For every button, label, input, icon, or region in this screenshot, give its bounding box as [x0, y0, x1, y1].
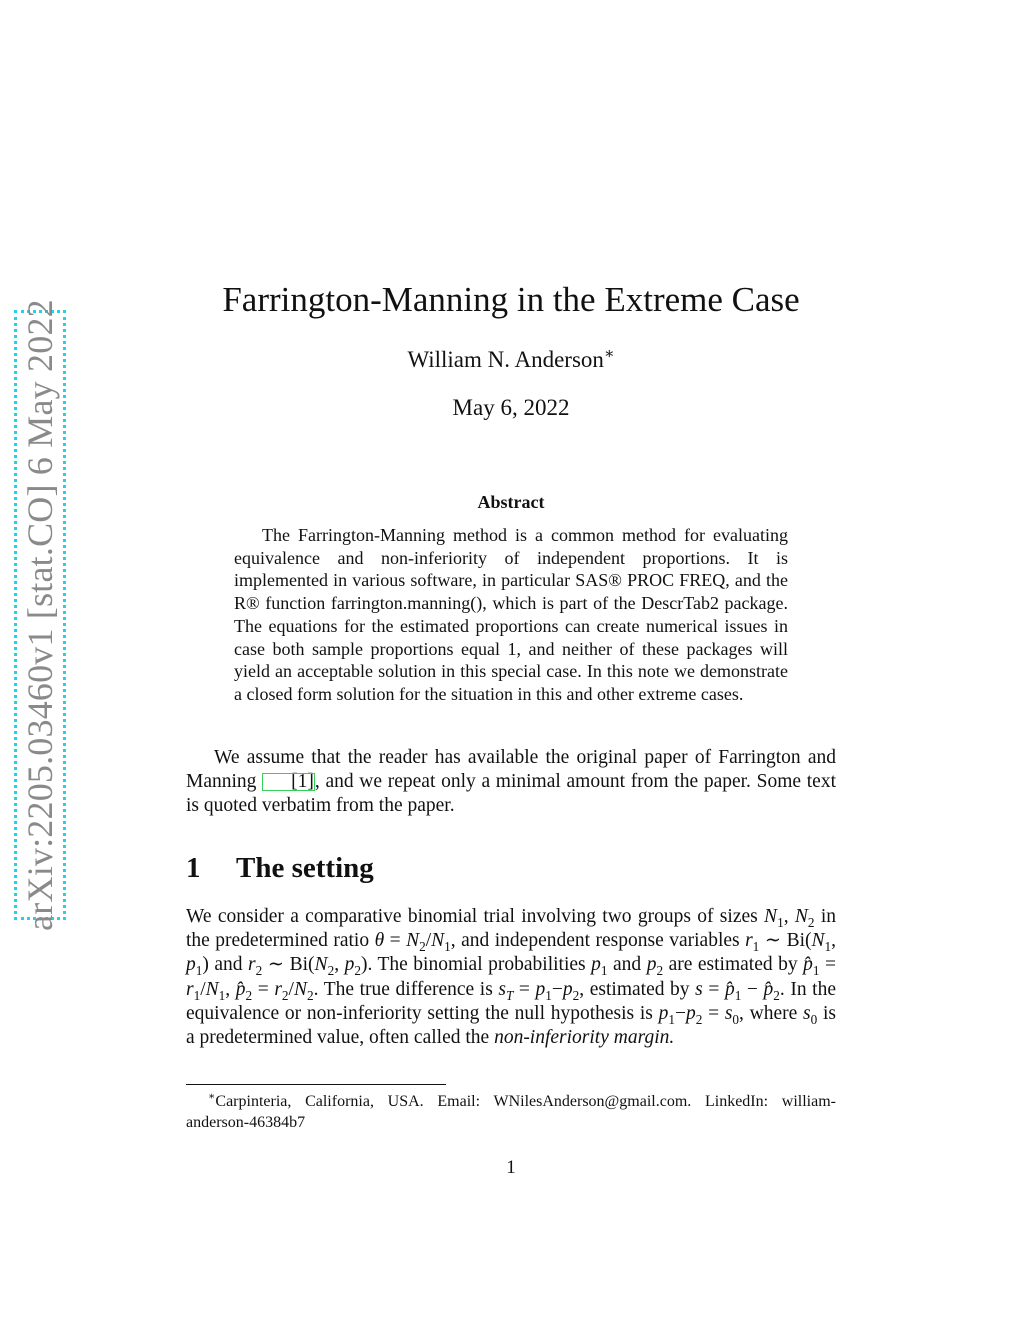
author-footnote-mark[interactable]: ∗: [603, 345, 615, 363]
paper-date: May 6, 2022: [452, 395, 570, 420]
setting-paragraph: We consider a comparative binomial trial involving two groups of sizes $N_1$, $N_2$ in the predetermined ratio $\theta = N_2/N_1$, and independent response variables $r_1$ ∼ $Bi(N_1$, $p_1$) and $r_2$ ∼ $Bi(N_2$, $p_2$). The binomial probabilities $p_1$ and $p_2$ are estimated by $p̂_1 = r_1/N_1$, $p̂_2 = r_2/N_2$. The true difference is $s_T = p_1-p_2$, estimated by $s = p̂_1$ − $p̂_2$. In the equivalence or non-inferiority setting the null hypothesis is $p_1-p_2 = s_0$, where $s_0$ is a predetermined value, often called the non-inferiority margin.: [186, 906, 837, 1049]
page-number: 1: [506, 1157, 516, 1178]
intro-text-start: We assume that the reader has available the original paper of Farrington and Manning: [186, 747, 836, 793]
author-name: William N. Anderson: [407, 347, 604, 372]
intro-paragraph: [186, 746, 836, 819]
arxiv-identifier[interactable]: arXiv:2205.03460v1 [stat.CO] 6 May 2022: [20, 299, 60, 931]
intro-text-end: , and we repeat only a minimal amount from the paper. Some text is quoted verbatim from the paper.: [186, 771, 836, 817]
author-line: [186, 347, 836, 373]
citation-link[interactable]: [1]: [262, 773, 315, 791]
paper-title: Farrington-Manning in the Extreme Case: [222, 280, 800, 319]
section-title: The setting: [236, 852, 374, 884]
author-footnote: [186, 1091, 836, 1133]
arxiv-stamp: [14, 299, 66, 931]
footnote-rule: [186, 1084, 446, 1085]
section-heading: [186, 852, 374, 885]
section-number: 1: [186, 852, 201, 884]
abstract-text: The Farrington-Manning method is a common method for evaluating equivalence and non-inferiority of independent proportions. It is implemented in various software, in particular SAS® PROC FREQ, and the R® function farrington.manning(), which is part of the DescrTab2 package. The equations for the estimated proportions can create numerical issues in case both sample proportions equal 1, and neither of these packages will yield an acceptable solution in this special case. In this note we demonstrate a closed form solution for the situation in this and other extreme cases.: [234, 525, 788, 704]
abstract-heading: Abstract: [477, 492, 545, 512]
footnote-mark: ∗: [208, 1090, 216, 1103]
footnote-text: Carpinteria, California, USA. Email: WNilesAnderson@gmail.com. LinkedIn: william-anderson-46384b7: [186, 1093, 836, 1131]
